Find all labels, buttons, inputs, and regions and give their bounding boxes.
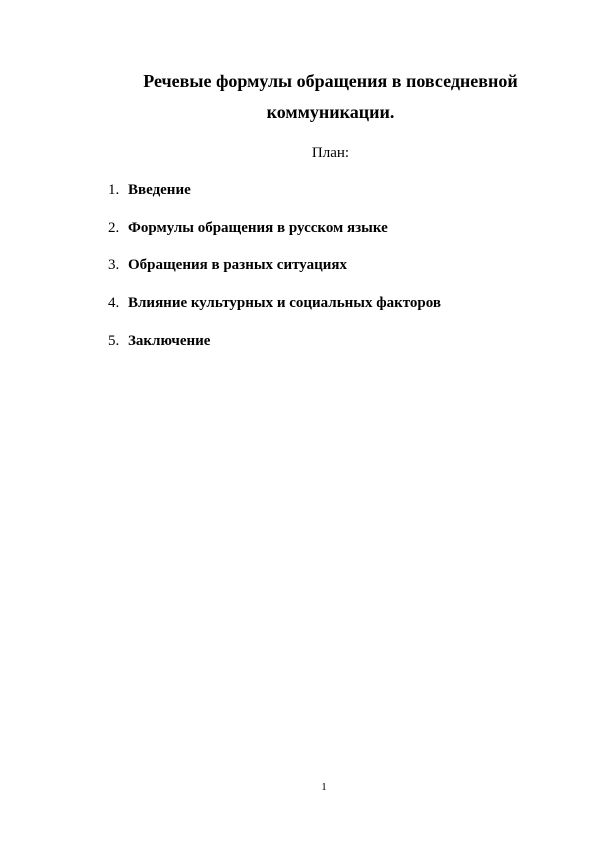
plan-heading: План:: [311, 145, 350, 161]
plan-item-text: Формулы обращения в русском языке: [128, 219, 388, 236]
document-title: [138, 66, 523, 128]
plan-item: [108, 180, 441, 200]
plan-item-number: 1.: [108, 182, 120, 198]
plan-item-text: Заключение: [128, 332, 211, 349]
plan-list: [108, 180, 441, 368]
plan-item-number: 2.: [108, 219, 120, 236]
plan-item-number: 5.: [108, 332, 120, 349]
plan-item-text: Влияние культурных и социальных факторов: [128, 295, 442, 312]
plan-item: [108, 331, 441, 351]
plan-item: [108, 293, 441, 313]
title-line-1: Речевые формулы обращения в повседневной: [143, 71, 518, 91]
title-line-2: коммуникации.: [266, 102, 395, 122]
plan-item-number: 4.: [108, 295, 120, 312]
plan-item: [108, 255, 441, 275]
plan-item-text: Обращения в разных ситуациях: [128, 257, 347, 274]
plan-item: [108, 218, 441, 238]
plan-item-text: Введение: [128, 182, 191, 198]
plan-item-number: 3.: [108, 257, 120, 274]
page-number: 1: [321, 781, 327, 793]
